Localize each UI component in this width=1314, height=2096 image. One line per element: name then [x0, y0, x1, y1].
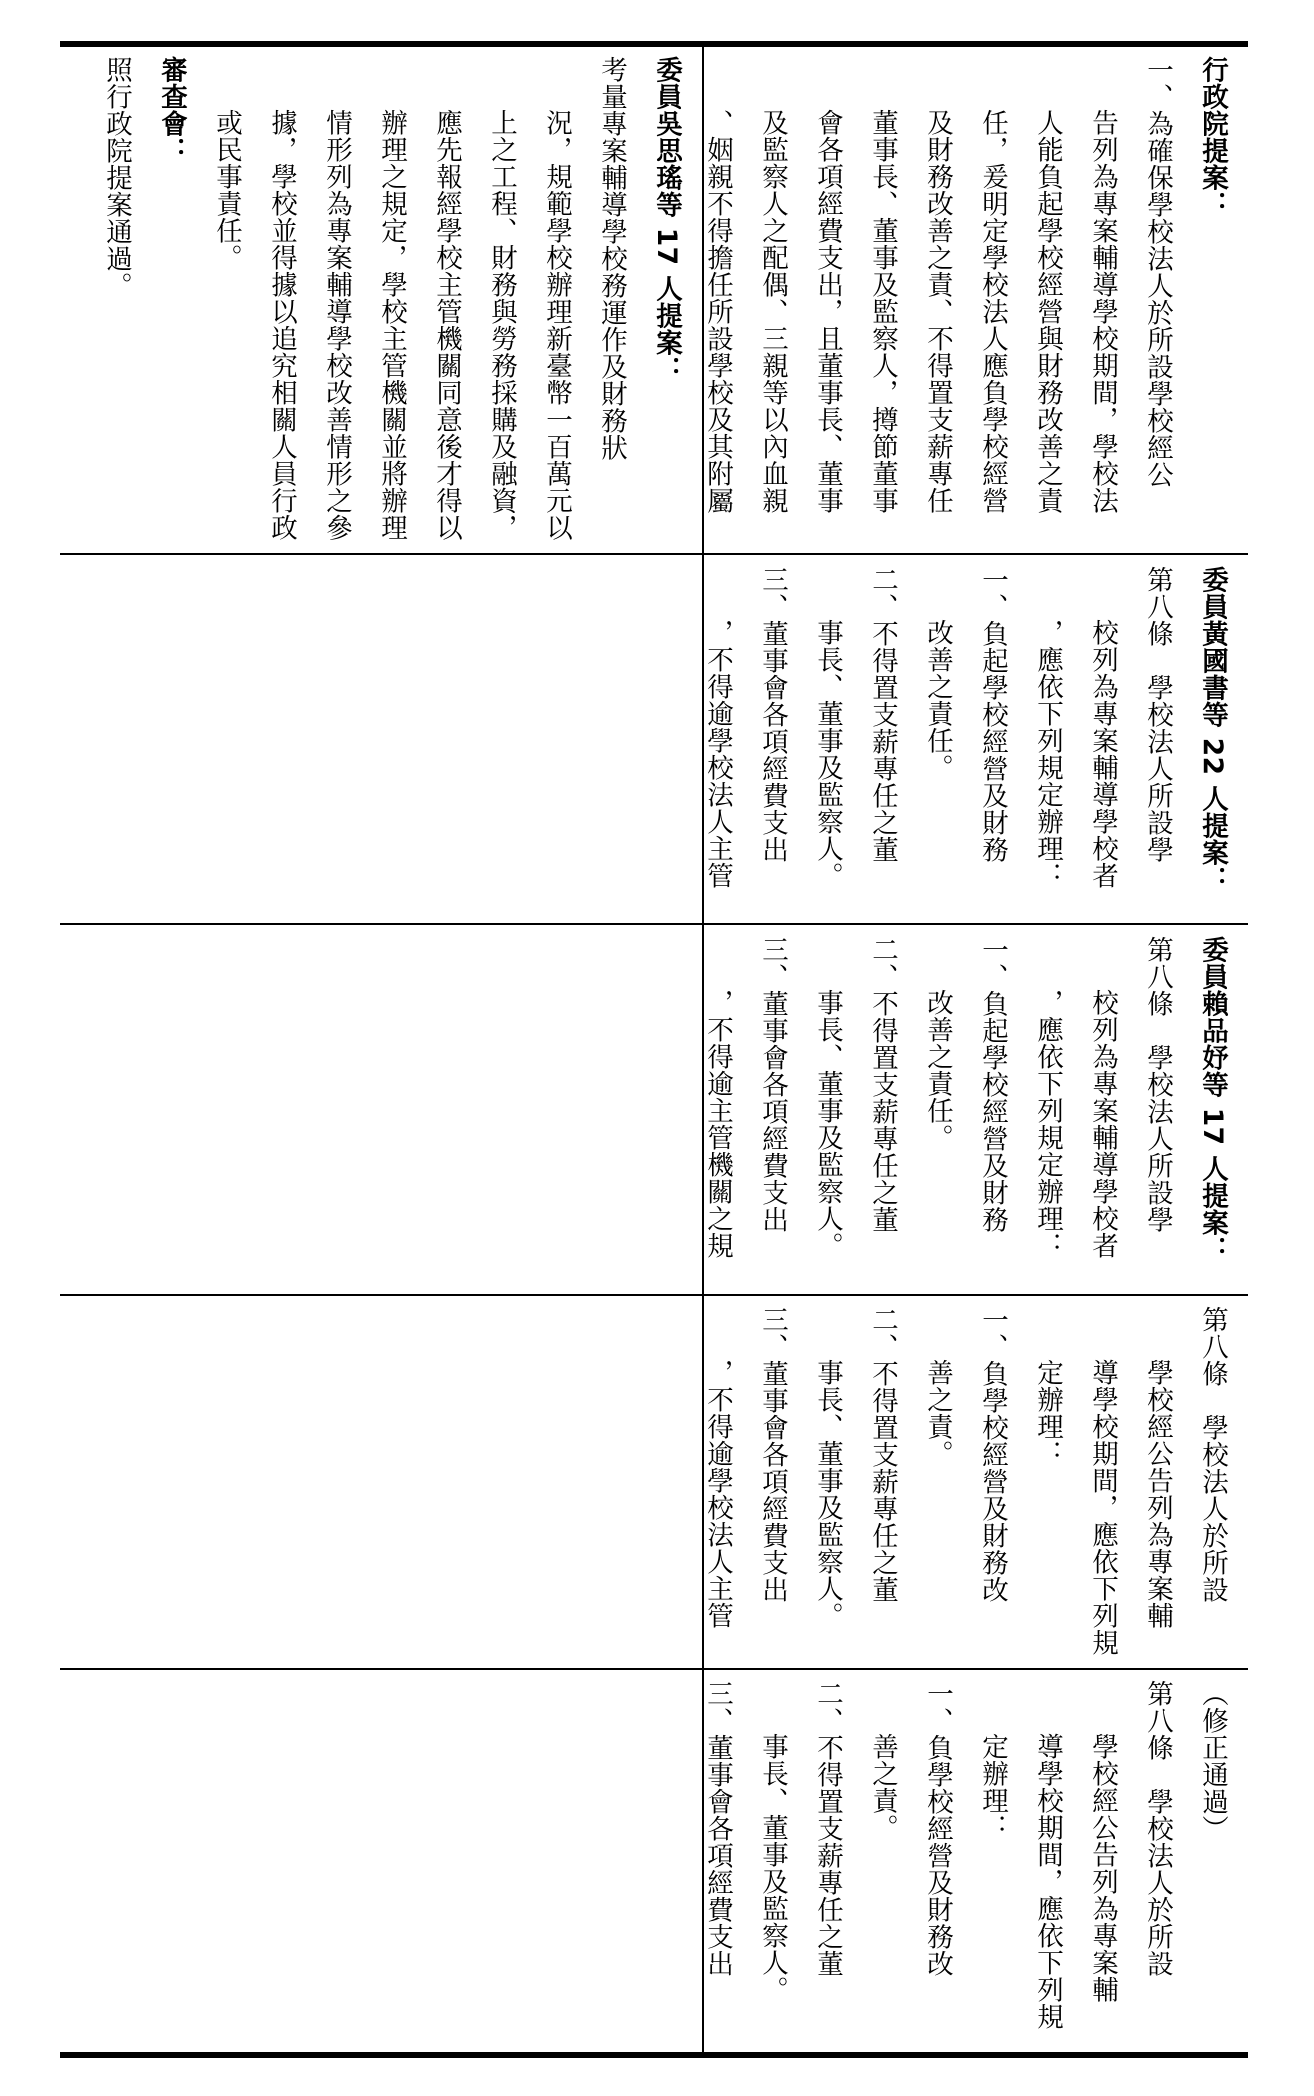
cell-huang-proposal: 委員黃國書等 22 人提案： 第八條 學校法人所設學 校列為專案輔導學校者 ，應依下列規定辦理： 一、負起學校經營及財務 改善之責任。 二、不得置支薪專任之董 事長、董事及監察人。 三、董事會各項經費支出 ，不得逾學校法人主管	[710, 566, 1240, 916]
table-top-border	[60, 41, 1248, 47]
row-divider-1	[60, 553, 1248, 555]
cell-heading: 委員賴品妤等 17 人提案：	[1197, 936, 1228, 1264]
cell-executive-proposal: 行政院提案： 一、為確保學校法人於所設學校經公 告列為專案輔導學校期間，學校法 人能負起學校經營與財務改善之責 任，爰明定學校法人應負學校經營 及財務改善之責、不得置支薪專任 董事長、董事及監察人，撙節董事 會各項經費支出，且董事長、董事 及監察人之配偶、三親等以內血親 、姻親不得擔任所設學校及其附屬	[710, 56, 1240, 546]
review-heading: 審查會：	[156, 56, 187, 164]
cell-heading: 委員黃國書等 22 人提案：	[1197, 566, 1228, 894]
cell-wu-proposal: 委員吳思瑤等 17 人提案： 考量專案輔導學校務運作及財務狀 況，規範學校辦理新臺幣一百萬元以 上之工程、財務與勞務採購及融資， 應先報經學校主管機關同意後才得以 辦理之規定，學校主管機關並將辦理 情形列為專案輔導學校改善情形之參 據，學校並得據以追究相關人員行政 或民事責任。 審查會： 照行政院提案通過。	[68, 56, 694, 546]
row-divider-3	[60, 1294, 1248, 1296]
cell-lai-proposal: 委員賴品妤等 17 人提案： 第八條 學校法人所設學 校列為專案輔導學校者 ，應依下列規定辦理： 一、負起學校經營及財務 改善之責任。 二、不得置支薪專任之董 事長、董事及監察人。 三、董事會各項經費支出 ，不得逾主管機關之規	[710, 936, 1240, 1286]
row-divider-4	[60, 1668, 1248, 1670]
cell-amended-passed: （修正通過） 第八條 學校法人於所設 學校經公告列為專案輔 導學校期間，應依下列規 定辦理： 一、負學校經營及財務改 善之責。 二、不得置支薪專任之董 事長、董事及監察人。 三、董事會各項經費支出	[702, 1680, 1228, 2030]
table-bottom-border	[60, 2052, 1248, 2058]
row-divider-2	[60, 923, 1248, 925]
cell-current-law: 第八條 學校法人於所設 學校經公告列為專案輔 導學校期間，應依下列規 定辦理： 一、負學校經營及財務改 善之責。 二、不得置支薪專任之董 事長、董事及監察人。 三、董事會各項經費支出 ，不得逾學校法人主管	[702, 1306, 1228, 1656]
cell-heading: 委員吳思瑤等 17 人提案：	[651, 56, 682, 384]
cell-heading: 行政院提案：	[1197, 56, 1228, 218]
